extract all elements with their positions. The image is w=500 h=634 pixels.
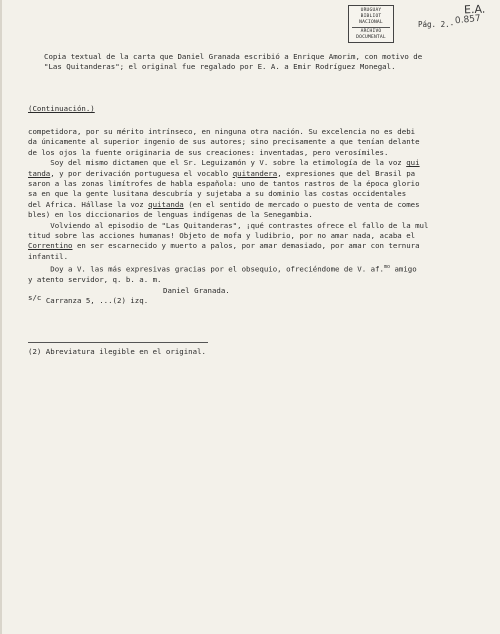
underlined-word: Correntino — [28, 241, 73, 251]
body-line — [28, 241, 428, 251]
body-text: Doy a V. las más expresivas gracias por el obsequio, ofreciéndome de V. af. — [28, 264, 384, 274]
page-number: Pág. 2.- — [418, 20, 455, 29]
body-line — [28, 169, 428, 179]
body-line: y atento servidor, q. b. a. m. — [28, 275, 162, 285]
body-line — [28, 158, 428, 168]
stamp-line: URUGUAY — [360, 8, 382, 13]
body-line: bles) en los diccionarios de lenguas indígenas de la Senegambia. — [28, 210, 313, 220]
body-line: sa en que la gente lusitana descubría y sujetaba a su dominio las costas occidentales — [28, 189, 407, 199]
footnote-divider — [28, 342, 208, 343]
body-line: infantil. — [28, 251, 69, 261]
letter-body — [28, 127, 428, 306]
handwritten-number: 0.857 — [454, 13, 482, 27]
underlined-word: quitandera — [232, 168, 278, 178]
body-line: Volviendo al episodio de "Las Quitanderas", ¡qué contrastes ofrece el fallo de la mul — [28, 220, 429, 230]
body-text: del Africa. Hállase la voz — [28, 199, 149, 209]
body-line: titud sobre las acciones humanas! Objeto de mofa y ludibrio, por no amar nada, acaba el — [28, 231, 416, 241]
stamp-line: DOCUMENTAL — [356, 35, 386, 40]
body-text: , expresiones que del Brasil pa — [277, 168, 416, 178]
footnote: (2) Abreviatura ilegible en el original. — [28, 347, 206, 356]
intro-line: "Las Quitanderas"; el original fue regalado por E. A. a Emir Rodríguez Monegal. — [44, 62, 396, 72]
address-prefix: s/c — [28, 292, 42, 302]
archive-stamp — [348, 5, 394, 43]
body-text: (en el sentido de mercado o puesto de venta de comes — [183, 199, 420, 209]
stamp-line: NACIONAL — [359, 20, 383, 25]
address-line — [28, 292, 428, 306]
underlined-word: tanda — [28, 168, 51, 178]
address-text: Carranza 5, ...(2) izq. — [45, 295, 149, 305]
continuation-heading: (Continuación.) — [28, 104, 95, 113]
body-line: de los ojos la fuente originaria de sus creaciones: inventadas, pero verosímiles. — [28, 147, 389, 157]
superscript: mo — [383, 264, 390, 271]
stamp-line: ARCHIVO — [360, 29, 382, 34]
body-line: competidora, por su mérito intrínseco, en ninguna otra nación. Su excelencia no es debi — [28, 127, 416, 136]
intro-text — [44, 52, 422, 73]
handwritten-initials: E.A. — [463, 2, 486, 17]
body-line — [28, 262, 428, 275]
body-text: en ser escarnecido y muerto a palos, por amar demasiado, por amar con ternura — [72, 241, 420, 251]
underlined-word: quitanda — [148, 199, 184, 209]
body-text: Soy del mismo dictamen que el Sr. Leguizamón y V. sobre la etimología de la voz — [28, 158, 407, 168]
stamp-line: BIBLIOT — [360, 14, 382, 19]
body-line — [28, 200, 428, 210]
signature: Daniel Granada. — [163, 285, 230, 295]
body-text: amigo — [390, 264, 417, 274]
intro-line: Copia textual de la carta que Daniel Granada escribió a Enrique Amorim, con motivo de — [44, 52, 423, 61]
body-line: saron a las zonas limítrofes de habla española: uno de tantos rastros de la época glorio — [28, 179, 420, 189]
underlined-word: qui — [406, 158, 420, 168]
body-line: da únicamente al superior ingenio de sus autores; sino precisamente a que tenían delante — [28, 137, 420, 147]
body-text: , y por derivación portuguesa el vocablo — [50, 168, 233, 178]
